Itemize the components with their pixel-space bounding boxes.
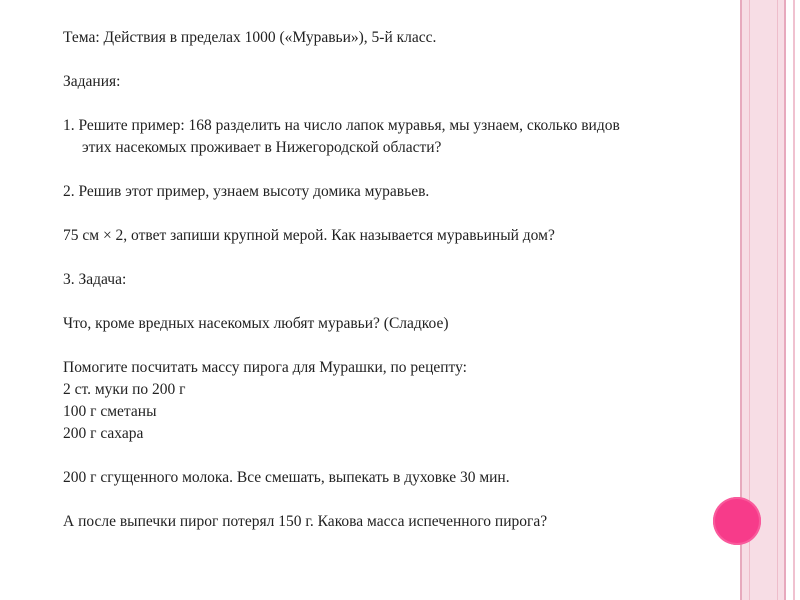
recipe-item: 200 г сгущенного молока. Все смешать, выпекать в духовке 30 мин. [63, 469, 510, 486]
task-2-line: 2. Решив этот пример, узнаем высоту домика муравьев. [63, 183, 430, 200]
slide-border-line [784, 0, 786, 600]
tasks-heading: Задания: [63, 73, 121, 90]
spacer [63, 445, 718, 467]
recipe-intro: Помогите посчитать массу пирога для Мурашки, по рецепту: [63, 359, 467, 376]
spacer [63, 489, 718, 511]
topic-line: Тема: Действия в пределах 1000 («Муравьи»), 5-й класс. [63, 29, 437, 46]
spacer [63, 159, 718, 181]
task-3-question: Что, кроме вредных насекомых любят муравьи? (Сладкое) [63, 315, 449, 332]
spacer [63, 291, 718, 313]
task-3-heading: 3. Задача: [63, 271, 127, 288]
slide-border-line [777, 0, 778, 600]
spacer [63, 247, 718, 269]
spacer [63, 93, 718, 115]
recipe-item: 100 г сметаны [63, 403, 157, 420]
final-question: А после выпечки пирог потерял 150 г. Какова масса испеченного пирога? [63, 513, 548, 530]
task-1-continuation: этих насекомых проживает в Нижегородской области? [82, 139, 442, 156]
pink-circle-decoration [713, 497, 761, 545]
task-1-line: 1. Решите пример: 168 разделить на число лапок муравья, мы узнаем, сколько видов [63, 117, 620, 134]
recipe-item: 2 ст. муки по 200 г [63, 381, 186, 398]
task-2-example: 75 см × 2, ответ запиши крупной мерой. Как называется муравьиный дом? [63, 227, 555, 244]
slide-border-line [793, 0, 795, 600]
spacer [63, 203, 718, 225]
slide-body [63, 27, 718, 533]
recipe-item: 200 г сахара [63, 425, 144, 442]
spacer [63, 49, 718, 71]
spacer [63, 335, 718, 357]
